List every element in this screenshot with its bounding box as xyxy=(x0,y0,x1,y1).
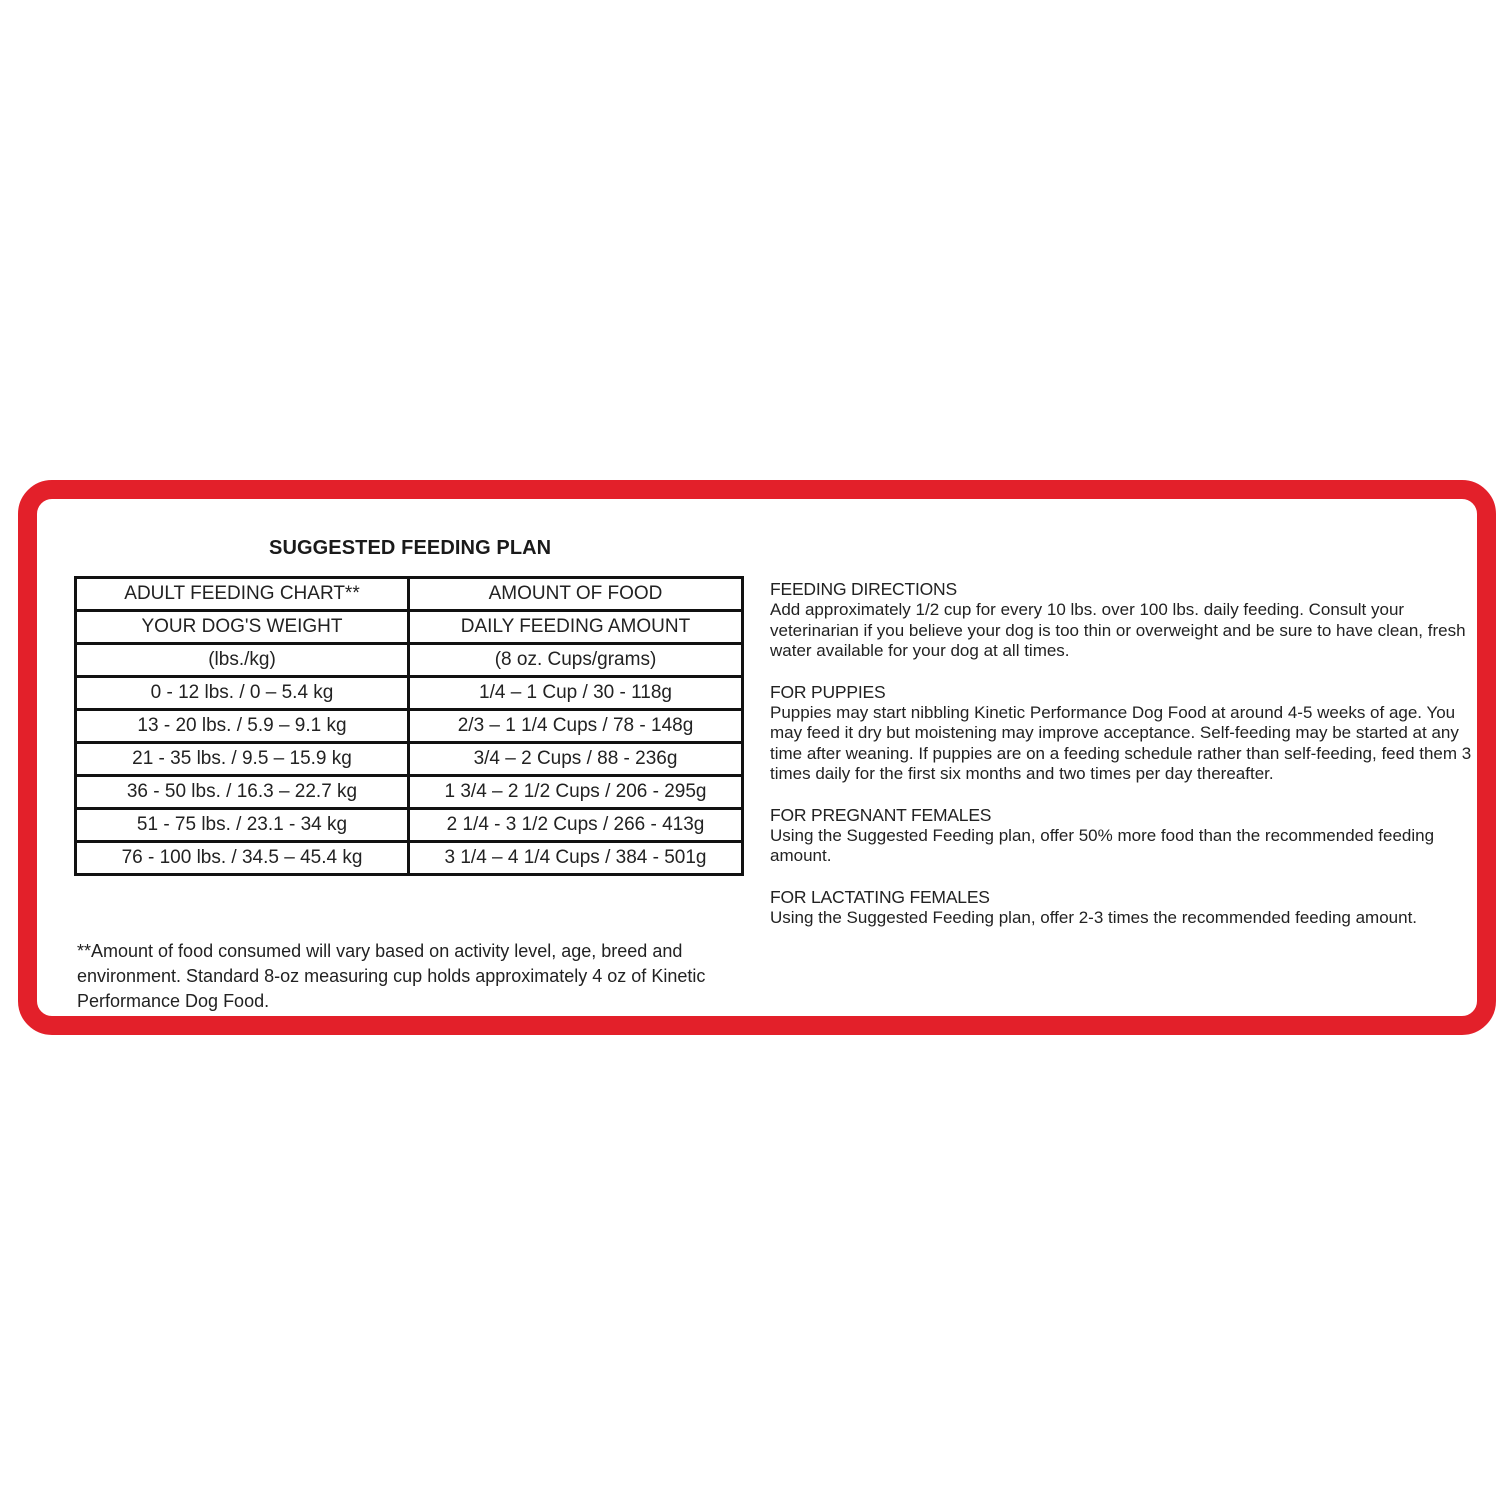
amount-cell: 1/4 – 1 Cup / 30 - 118g xyxy=(409,677,743,710)
section-heading: FEEDING DIRECTIONS xyxy=(770,579,957,599)
table-header-row xyxy=(76,578,743,611)
weight-cell: 13 - 20 lbs. / 5.9 – 9.1 kg xyxy=(76,710,409,743)
section-heading: FOR PREGNANT FEMALES xyxy=(770,804,992,825)
weight-cell: 36 - 50 lbs. / 16.3 – 22.7 kg xyxy=(76,776,409,809)
amount-cell: (8 oz. Cups/grams) xyxy=(409,644,743,677)
section-body: Puppies may start nibbling Kinetic Performance Dog Food at around 4-5 weeks of age. You may feed it dry but moistening may improve acceptance. Self-feeding may be started at any time after weaning. If puppies are on a feeding schedule rather than self-feeding, feed them 3 times daily for the first six months and two times per day thereafter. xyxy=(770,702,1472,783)
table-row xyxy=(76,743,743,776)
section-feeding-directions xyxy=(770,579,1485,662)
feeding-plan-card xyxy=(18,480,1496,1035)
section-heading: FOR LACTATING FEMALES xyxy=(770,886,990,907)
weight-cell: 51 - 75 lbs. / 23.1 - 34 kg xyxy=(76,809,409,842)
table-row xyxy=(76,809,743,842)
section-body: Using the Suggested Feeding plan, offer 50% more food than the recommended feeding amount. xyxy=(770,825,1435,865)
section-heading: FOR PUPPIES xyxy=(770,681,886,702)
section-body: Add approximately 1/2 cup for every 10 lbs. over 100 lbs. daily feeding. Consult your veterinarian if you believe your dog is too thin or overweight and be sure to have clean, fresh water available for your dog at all times. xyxy=(770,600,1466,660)
section-for-pregnant-females xyxy=(770,805,1485,867)
feeding-chart-table xyxy=(74,576,744,876)
section-for-lactating-females xyxy=(770,887,1485,929)
table-row xyxy=(76,776,743,809)
weight-cell: (lbs./kg) xyxy=(76,644,409,677)
weight-cell: 21 - 35 lbs. / 9.5 – 15.9 kg xyxy=(76,743,409,776)
table-header-row xyxy=(76,644,743,677)
feeding-directions-panel xyxy=(770,579,1485,948)
amount-cell: 3 1/4 – 4 1/4 Cups / 384 - 501g xyxy=(409,842,743,875)
footnote: **Amount of food consumed will vary based on activity level, age, breed and environment. Standard 8-oz measuring cup holds approximately 4 oz of Kinetic Performance Dog Food. xyxy=(77,941,706,1011)
section-for-puppies xyxy=(770,682,1485,785)
page-title: SUGGESTED FEEDING PLAN xyxy=(269,537,552,559)
table-row xyxy=(76,677,743,710)
weight-cell: YOUR DOG'S WEIGHT xyxy=(76,611,409,644)
amount-cell: 2 1/4 - 3 1/2 Cups / 266 - 413g xyxy=(409,809,743,842)
weight-cell: 0 - 12 lbs. / 0 – 5.4 kg xyxy=(76,677,409,710)
amount-cell: 2/3 – 1 1/4 Cups / 78 - 148g xyxy=(409,710,743,743)
table-header-row xyxy=(76,611,743,644)
table-row xyxy=(76,710,743,743)
amount-cell: DAILY FEEDING AMOUNT xyxy=(409,611,743,644)
amount-cell: AMOUNT OF FOOD xyxy=(409,578,743,611)
weight-cell: 76 - 100 lbs. / 34.5 – 45.4 kg xyxy=(76,842,409,875)
table-row xyxy=(76,842,743,875)
section-body: Using the Suggested Feeding plan, offer 2-3 times the recommended feeding amount. xyxy=(770,907,1418,927)
amount-cell: 3/4 – 2 Cups / 88 - 236g xyxy=(409,743,743,776)
amount-cell: 1 3/4 – 2 1/2 Cups / 206 - 295g xyxy=(409,776,743,809)
weight-cell: ADULT FEEDING CHART** xyxy=(76,578,409,611)
